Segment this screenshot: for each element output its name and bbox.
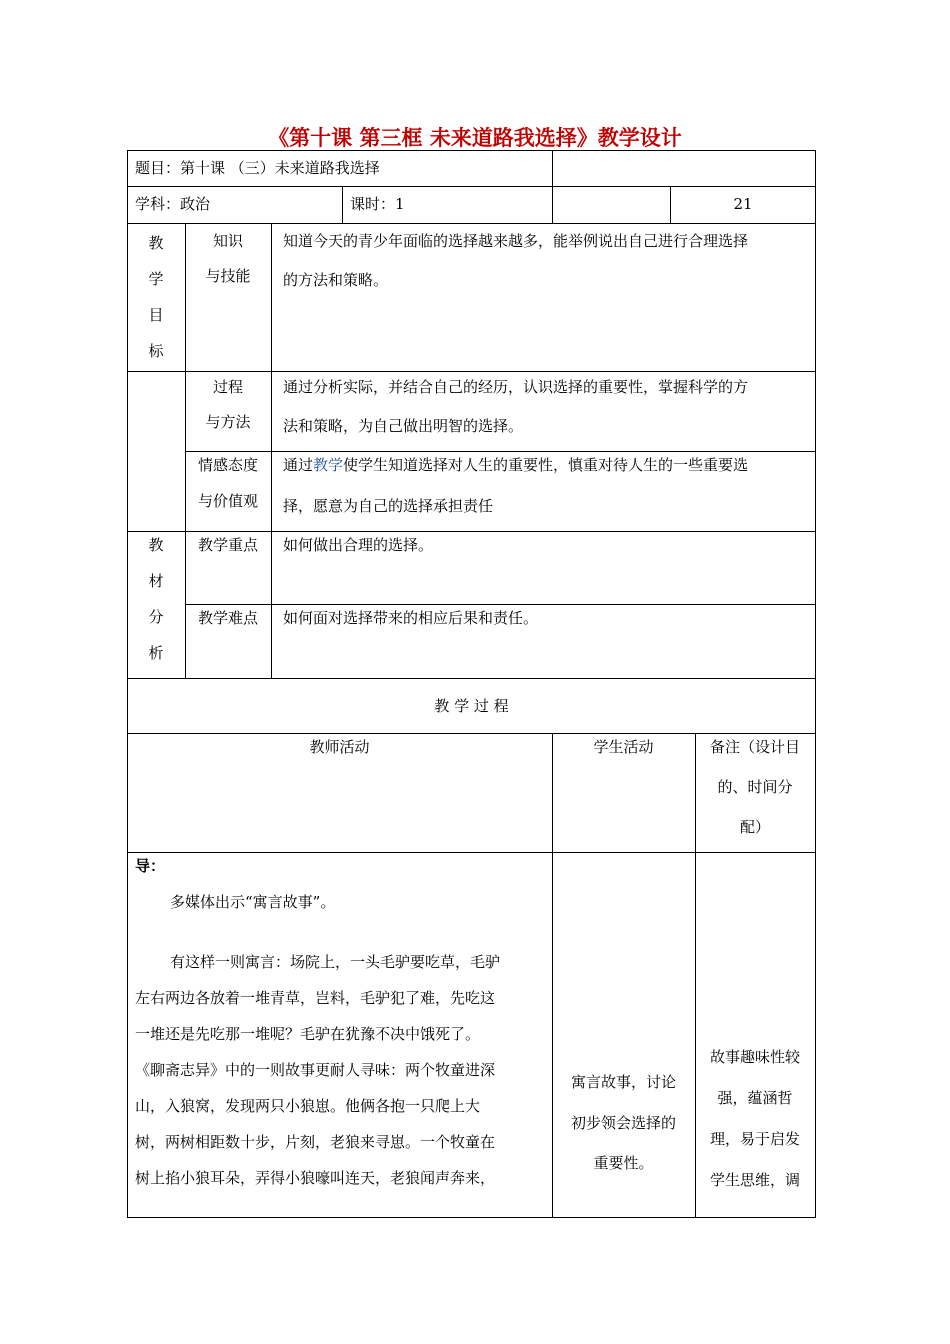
process-method-label: 与方法 [205, 413, 251, 431]
knowledge-text: 的方法和策略。 [283, 271, 389, 289]
analysis-label-char: 材 [148, 572, 164, 590]
note-header: 配） [739, 818, 770, 836]
note-header: 的、时间分 [717, 778, 793, 796]
topic-cell: 题目：第十课 （三）未来道路我选择 [135, 159, 380, 177]
attitude-text: 择，愿意为自己的选择承担责任 [283, 497, 494, 515]
knowledge-text: 知道今天的青少年面临的选择越来越多，能举例说出自己进行合理选择 [283, 232, 749, 250]
attitude-text-prefix: 通过 [283, 456, 314, 474]
intro-line: 一堆还是先吃那一堆呢？毛驴在犹豫不决中饿死了。 [135, 1025, 481, 1043]
table-rule [271, 223, 272, 679]
analysis-label-char: 分 [148, 608, 164, 626]
intro-line: 树，两树相距数十步，片刻，老狼来寻崽。一个牧童在 [135, 1133, 496, 1151]
note-text: 故事趣味性较 [709, 1048, 800, 1066]
table-rule [127, 852, 816, 853]
table-border-bottom [127, 1217, 816, 1218]
student-activity-text: 寓言故事，讨论 [570, 1073, 676, 1091]
table-rule [127, 678, 816, 679]
analysis-label-char: 析 [148, 644, 164, 662]
difficult-point-label: 教学难点 [197, 609, 258, 627]
intro-line: 有这样一则寓言：场院上，一头毛驴要吃草，毛驴 [170, 953, 501, 971]
student-activity-text: 重要性。 [593, 1154, 654, 1172]
analysis-label-char: 教 [148, 536, 164, 554]
attitude-text-rest: 使学生知道选择对人生的重要性，慎重对待人生的一些重要选 [343, 456, 749, 474]
intro-line: 左右两边各放着一堆青草，岂料，毛驴犯了难，先吃这 [135, 989, 496, 1007]
goals-label-char: 目 [148, 306, 164, 324]
key-point-label: 教学重点 [197, 536, 258, 554]
process-method-text: 通过分析实际，并结合自己的经历，认识选择的重要性，掌握科学的方 [283, 378, 749, 396]
note-text: 理，易于启发 [709, 1130, 800, 1148]
document-title: 《第十课 第三框 未来道路我选择》教学设计 [268, 125, 682, 150]
process-method-label: 过程 [212, 378, 243, 396]
process-method-text: 法和策略，为自己做出明智的选择。 [283, 417, 524, 435]
process-heading: 教 学 过 程 [434, 697, 509, 715]
intro-line: 《聊斋志异》中的一则故事更耐人寻味：两个牧童进深 [135, 1061, 496, 1079]
student-activity-header: 学生活动 [593, 738, 654, 756]
intro-line: 多媒体出示“寓言故事”。 [170, 893, 336, 911]
number-cell: 21 [733, 195, 753, 213]
student-activity-text: 初步领会选择的 [570, 1114, 676, 1132]
attitude-label: 与价值观 [197, 492, 258, 510]
intro-line: 树上掐小狼耳朵，弄得小狼嚎叫连天，老狼闻声奔来， [135, 1169, 496, 1187]
note-text: 学生思维，调 [709, 1171, 800, 1189]
knowledge-label: 与技能 [205, 267, 251, 285]
goals-label-char: 学 [148, 270, 164, 288]
intro-line: 山，入狼窝，发现两只小狼崽。他俩各抱一只爬上大 [135, 1097, 481, 1115]
difficult-point-text: 如何面对选择带来的相应后果和责任。 [283, 609, 539, 627]
goals-label-char: 标 [148, 342, 164, 360]
note-text: 强，蕴涵哲 [717, 1089, 793, 1107]
intro-label: 导： [135, 857, 166, 875]
table-rule [552, 150, 553, 224]
teaching-link[interactable]: 教学 [313, 456, 344, 474]
knowledge-label: 知识 [212, 232, 243, 250]
table-rule [342, 186, 343, 224]
attitude-label: 情感态度 [197, 456, 258, 474]
hours-cell: 课时：1 [350, 195, 405, 213]
table-border-right [815, 150, 816, 1218]
teacher-activity-header: 教师活动 [309, 738, 370, 756]
key-point-text: 如何做出合理的选择。 [283, 536, 434, 554]
goals-label-char: 教 [148, 234, 164, 252]
attitude-text [283, 447, 748, 484]
note-header: 备注（设计目 [709, 738, 800, 756]
subject-cell: 学科：政治 [135, 195, 211, 213]
